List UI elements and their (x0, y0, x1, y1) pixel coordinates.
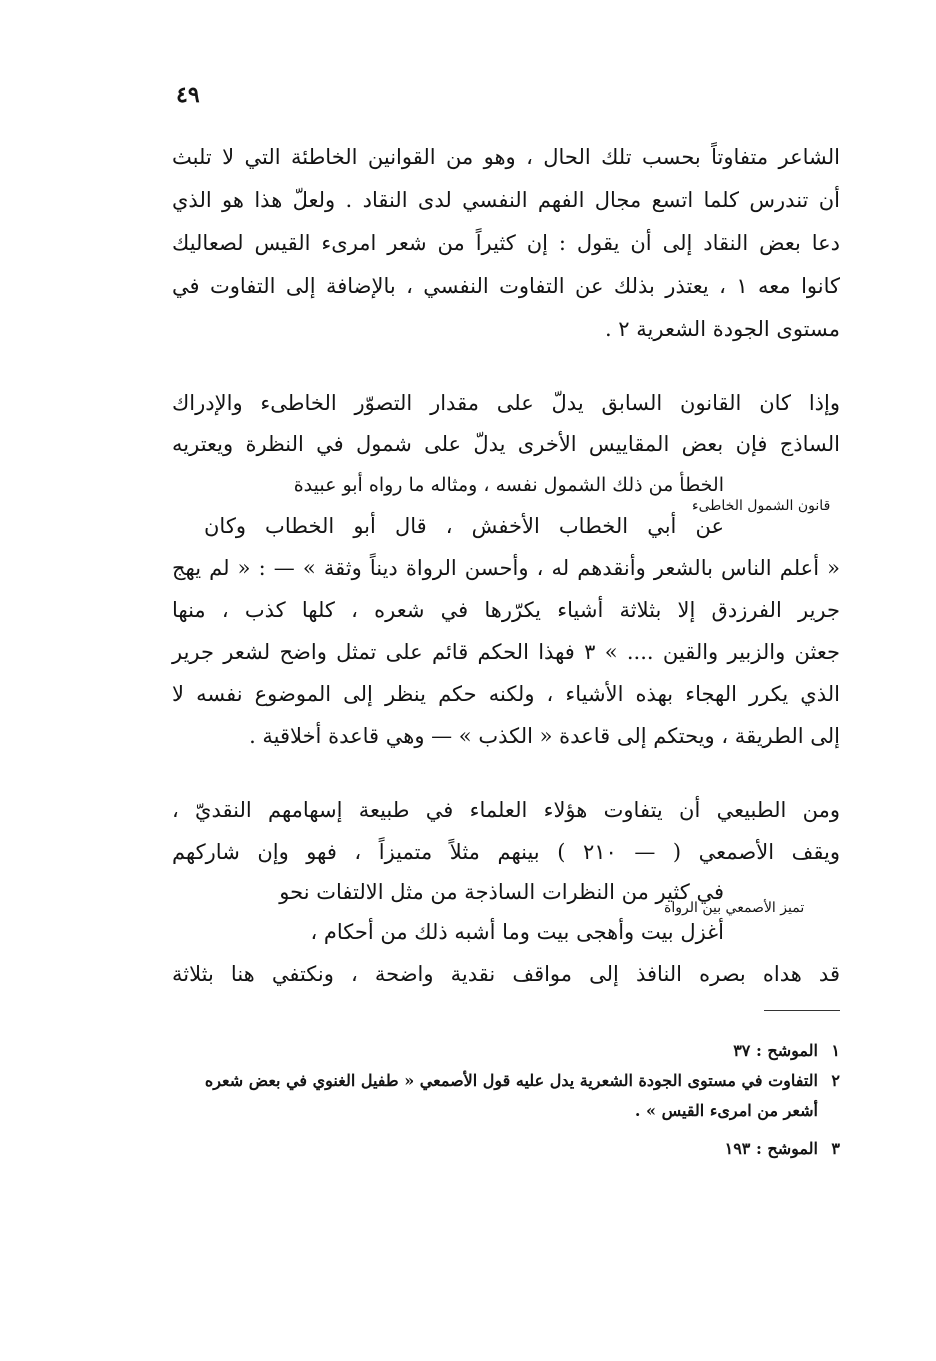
body-line: الذي يكرر الهجاء بهذه الأشياء ، ولكنه حكم ينظر إلى الموضوع نفسه لا (172, 682, 840, 706)
body-line: جرير الفرزدق إلا بثلاثة أشياء يكرّرها في شعره ، كلها كذب ، منها (172, 598, 840, 622)
body-line: الساذج فإن بعض المقاييس الأخرى يدلّ على شمول في النظرة ويعتريه (172, 432, 840, 456)
footnote-text: أشعر من امرىء القيس » . (634, 1101, 818, 1120)
body-line: الخطأ من ذلك الشمول نفسه ، ومثاله ما رواه أبو عبيدة (293, 474, 724, 496)
body-line: أن تندرس كلما اتسع مجال الفهم النفسي لدى النقاد . ولعلّ هذا هو الذي (172, 188, 840, 212)
footnote-number: ١ (831, 1041, 840, 1060)
footnote-text: الموشح : ٣٧ (733, 1041, 818, 1060)
body-line: وإذا كان القانون السابق يدلّ على مقدار التصوّر الخاطىء والإدراك (172, 391, 840, 415)
margin-note: تميز الأصمعي بين الرواة (664, 900, 805, 916)
body-line: الشاعر متفاوتاً بحسب تلك الحال ، وهو من القوانين الخاطئة التي لا تلبث (172, 145, 840, 169)
body-line: عن أبي الخطاب الأخفش ، قال أبو الخطاب وكان (204, 514, 724, 538)
footnote-separator (764, 1010, 840, 1011)
body-line: في كثير من النظرات الساذجة من مثل الالتفات نحو (279, 880, 724, 904)
body-line: أغزل بيت وأهجى بيت وما أشبه ذلك من أحكام ، (310, 920, 724, 944)
footnote-number: ٣ (831, 1139, 840, 1158)
footnote-text: الموشح : ١٩٣ (724, 1139, 818, 1158)
footnote-number: ٢ (831, 1071, 840, 1090)
footnote (168, 1098, 840, 1124)
body-line: « أعلم الناس بالشعر وأنقدهم له ، وأحسن الرواة ديناً وثقة » — : « لم يهج (172, 556, 840, 580)
body-line: جعثن والزبير والقين .... » ٣ فهذا الحكم قائم على تمثل واضح لشعر جرير (172, 640, 840, 664)
margin-note: قانون الشمول الخاطىء (692, 498, 831, 514)
body-line: دعا بعض النقاد إلى أن يقول : إن كثيراً من شعر امرىء القيس لصعاليك (172, 231, 840, 255)
footnote (168, 1038, 840, 1064)
body-line: مستوى الجودة الشعرية ٢ . (604, 317, 840, 341)
body-line: إلى الطريقة ، ويحتكم إلى قاعدة « الكذب » — وهي قاعدة أخلاقية . (249, 724, 840, 748)
footnote-text: التفاوت في مستوى الجودة الشعرية يدل عليه قول الأصمعي « طفيل الغنوي في بعض شعره (204, 1071, 818, 1090)
body-line: قد هداه بصره النافذ إلى مواقف نقدية واضحة ، ونكتفي هنا بثلاثة (172, 962, 840, 986)
body-line: كانوا معه ١ ، يعتذر بذلك عن التفاوت النفسي ، بالإضافة إلى التفاوت في (172, 274, 840, 298)
footnote (168, 1136, 840, 1162)
footnote (168, 1068, 840, 1094)
page-number: ٤٩ (176, 82, 200, 108)
body-line: ومن الطبيعي أن يتفاوت هؤلاء العلماء في طبيعة إسهامهم النقديّ ، (172, 798, 840, 822)
body-line: ويقف الأصمعي ( — ٢١٠ ) بينهم مثلاً متميزاً ، فهو وإن شاركهم (172, 840, 840, 864)
